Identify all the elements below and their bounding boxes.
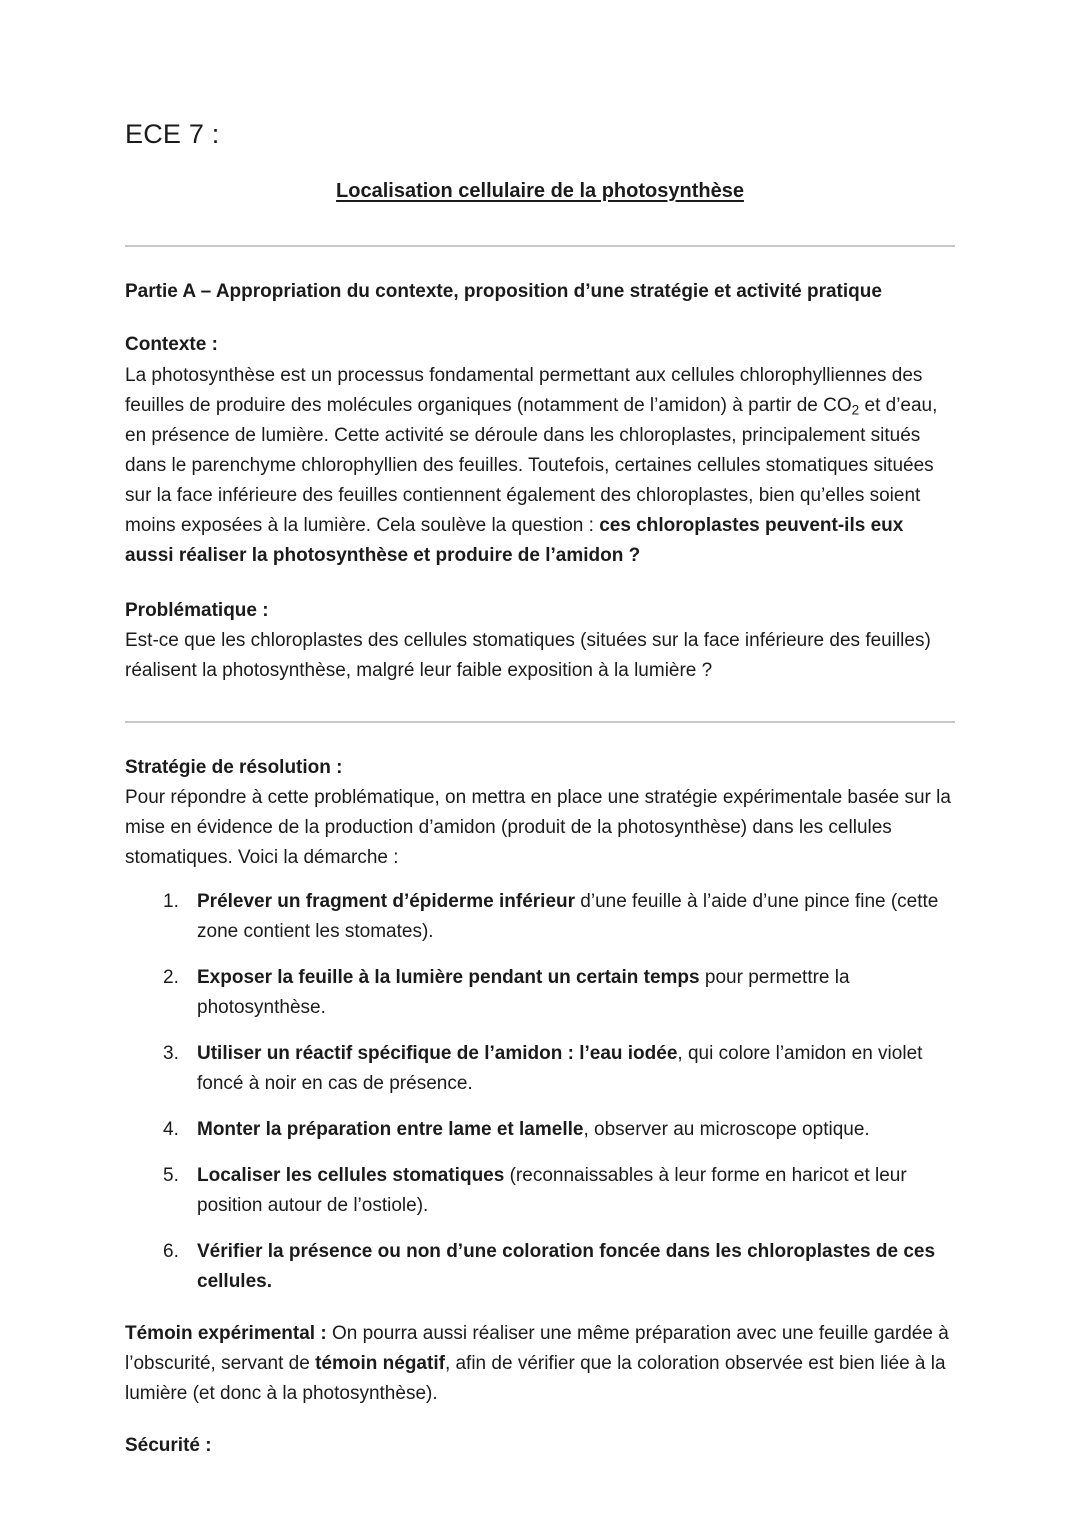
step-bold: Utiliser un réactif spécifique de l’amidon : l’eau iodée (197, 1043, 678, 1065)
list-item (163, 1237, 955, 1297)
paragraph-problematique: Est-ce que les chloroplastes des cellules stomatiques (situées sur la face inférieure des feuilles) réalisent la photosynthèse, malgré leur faible exposition à la lumière ? (125, 629, 931, 681)
paragraph-contexte (125, 361, 955, 571)
step-bold: Prélever un fragment d’épiderme inférieur (197, 891, 576, 913)
temoin-bold-inline: témoin négatif (315, 1353, 445, 1375)
contexte-bold-question: ces chloroplastes peuvent-ils eux aussi réaliser la photosynthèse et produire de l’amidon ? (125, 514, 904, 566)
step-rest: , qui colore l’amidon en violet foncé à noir en cas de présence. (197, 1043, 923, 1095)
label-problematique: Problématique : (125, 599, 269, 621)
step-bold: Monter la préparation entre lame et lamelle (197, 1119, 584, 1141)
step-rest: , observer au microscope optique. (583, 1119, 870, 1141)
list-item (163, 1161, 955, 1221)
step-rest: (reconnaissables à leur forme en haricot et leur position autour de l’ostiole). (197, 1165, 907, 1217)
label-contexte: Contexte : (125, 334, 218, 356)
strategie-steps-list (125, 873, 955, 1297)
temoin-text-1: On pourra aussi réaliser une même préparation avec une feuille gardée à l’obscurité, servant de (125, 1323, 949, 1375)
temoin-text-2: , afin de vérifier que la coloration observée est bien liée à la lumière (et donc à la photosynthèse). (125, 1353, 946, 1405)
document-subtitle: Localisation cellulaire de la photosynthèse (336, 179, 744, 202)
label-securite: Sécurité : (125, 1435, 212, 1457)
step-bold: Exposer la feuille à la lumière pendant un certain temps (197, 967, 700, 989)
list-item (163, 887, 955, 947)
temoin-label: Témoin expérimental : (125, 1323, 327, 1345)
paragraph-strategie-intro: Pour répondre à cette problématique, on mettra en place une stratégie expérimentale basée sur la mise en évidence de la production d’amidon (produit de la photosynthèse) dans les cellules stomatiques. Voici la démarche : (125, 787, 951, 869)
step-rest: d’une feuille à l’aide d’une pince fine (cette zone contient les stomates). (197, 891, 939, 943)
co2-subscript: 2 (851, 401, 860, 417)
section-heading-partie-a: Partie A – Appropriation du contexte, proposition d’une stratégie et activité pratique (125, 280, 882, 302)
contexte-text-2: et d’eau, en présence de lumière. Cette activité se déroule dans les chloroplastes, principalement situés dans le parenchyme chlorophyllien des feuilles. Toutefois, certaines cellules stomatiques situées sur la face inférieure des feuilles contiennent également des chloroplastes, bien qu’elles soient moins exposées à la lumière. Cela soulève la question : (125, 394, 938, 536)
page-title: ECE 7 : (125, 119, 220, 149)
paragraph-temoin-experimental (125, 1297, 955, 1409)
label-strategie-resolution: Stratégie de résolution : (125, 756, 343, 778)
step-bold: Vérifier la présence ou non d’une coloration foncée dans les chloroplastes de ces cellules. (197, 1241, 936, 1293)
list-item (163, 963, 955, 1023)
list-item (163, 1039, 955, 1099)
step-bold: Localiser les cellules stomatiques (197, 1165, 505, 1187)
step-rest: pour permettre la photosynthèse. (197, 967, 850, 1019)
list-item (163, 1115, 955, 1145)
contexte-text-1: La photosynthèse est un processus fondamental permettant aux cellules chlorophylliennes des feuilles de produire des molécules organiques (notamment de l’amidon) à partir de CO (125, 364, 923, 416)
